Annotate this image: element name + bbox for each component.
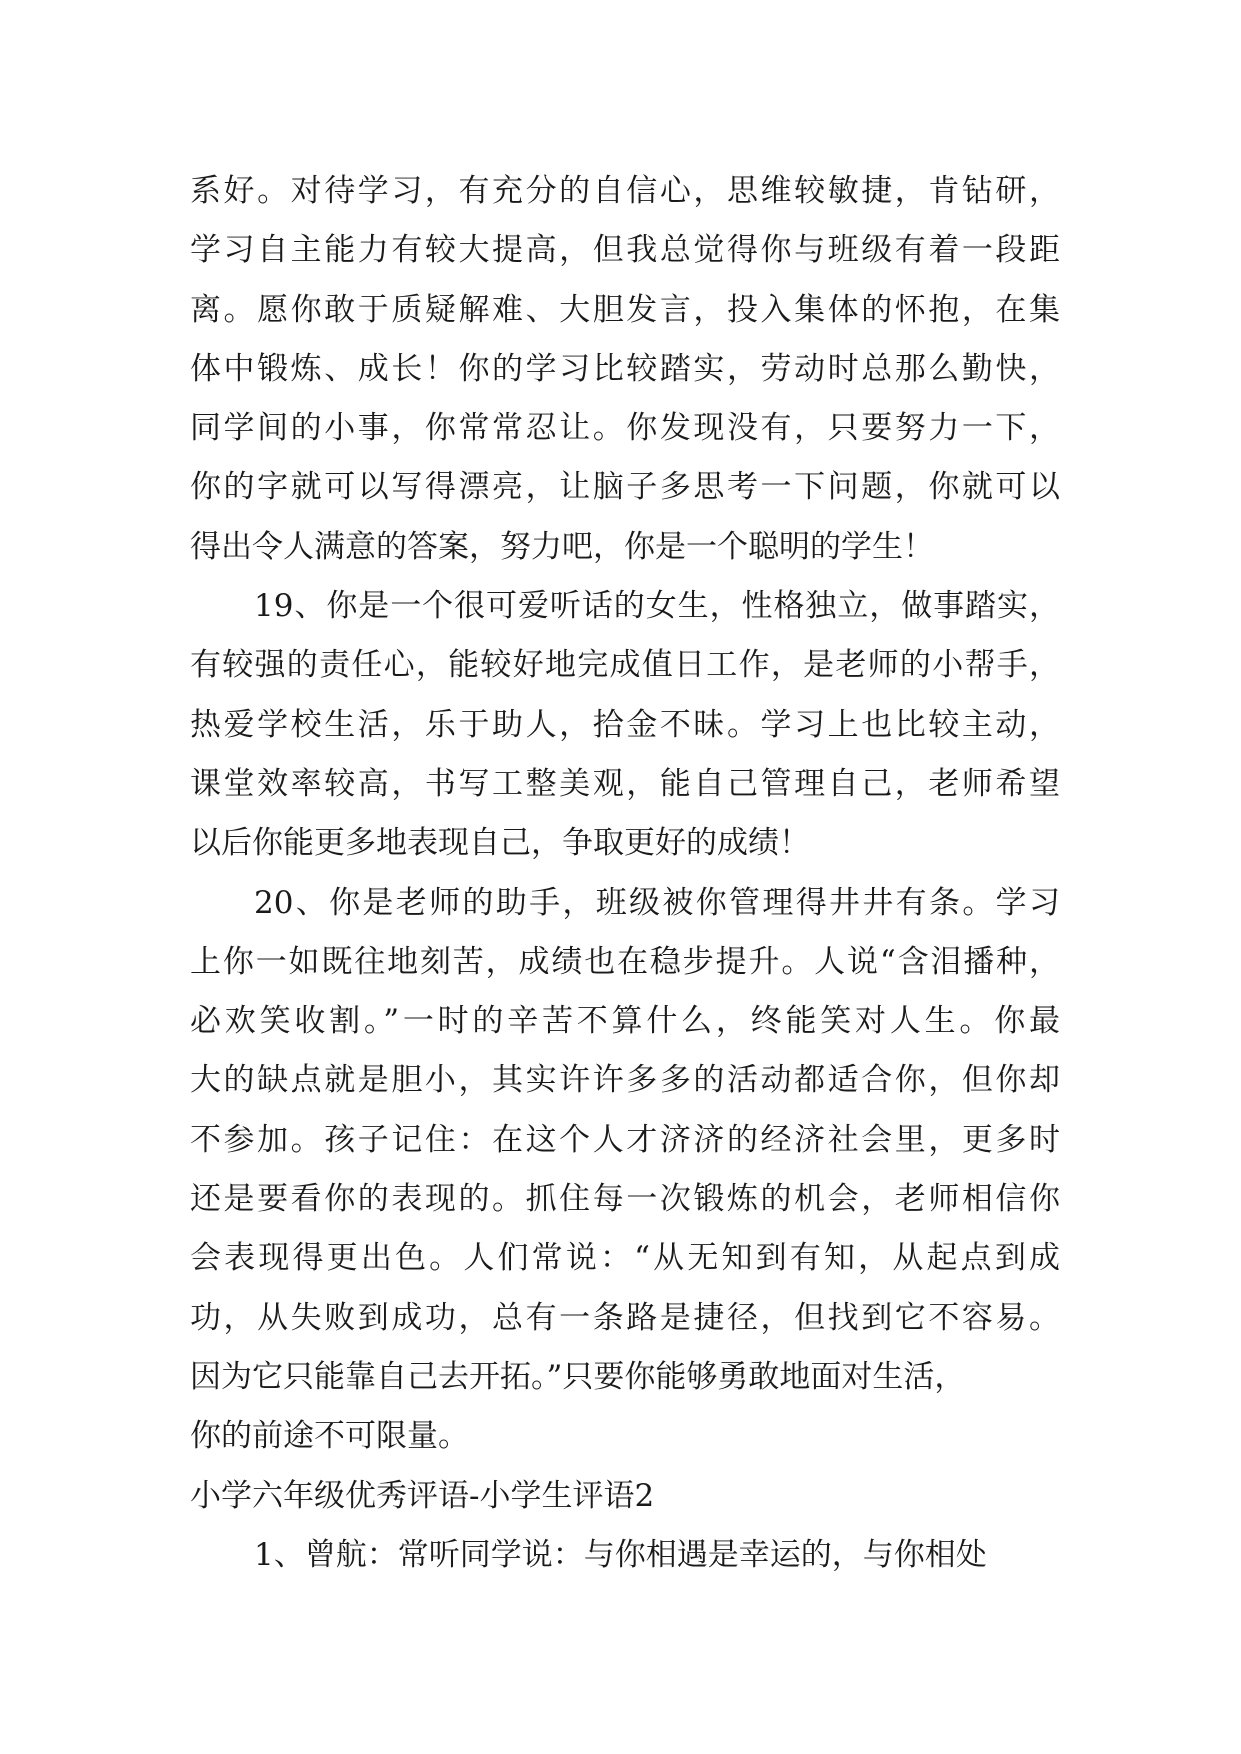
text-line: 课堂效率较高，书写工整美观，能自己管理自己，老师希望 — [190, 765, 1060, 802]
text-line: 大的缺点就是胆小，其实许许多多的活动都适合你，但你却 — [190, 1062, 1060, 1099]
text-line: 1、曾航：常听同学说：与你相遇是幸运的，与你相处 — [254, 1536, 987, 1573]
paragraph-item-20 — [190, 874, 1060, 1467]
text-line: 体中锻炼、成长！你的学习比较踏实，劳动时总那么勤快， — [190, 350, 1060, 387]
text-line: 20、你是老师的助手，班级被你管理得井井有条。学习 — [254, 884, 1060, 921]
paragraph-continued — [190, 162, 1060, 577]
text-line: 必欢笑收割。”一时的辛苦不算什么，终能笑对人生。你最 — [190, 1003, 1060, 1040]
text-line: 你的字就可以写得漂亮，让脑子多思考一下问题，你就可以 — [190, 469, 1060, 506]
text-line: 热爱学校生活，乐于助人，拾金不昧。学习上也比较主动， — [190, 706, 1060, 743]
text-line: 学习自主能力有较大提高，但我总觉得你与班级有着一段距 — [190, 232, 1060, 269]
paragraph-item-1 — [190, 1526, 1060, 1585]
text-line: 因为它只能靠自己去开拓。”只要你能够勇敢地面对生活， — [190, 1358, 966, 1395]
text-line: 19、你是一个很可爱听话的女生，性格独立，做事踏实， — [254, 588, 1060, 625]
text-line: 功，从失败到成功，总有一条路是捷径，但找到它不容易。 — [190, 1299, 1060, 1336]
text-line: 不参加。孩子记住：在这个人才济济的经济社会里，更多时 — [190, 1121, 1060, 1158]
text-line: 得出令人满意的答案，努力吧，你是一个聪明的学生！ — [190, 528, 934, 565]
paragraph-item-19 — [190, 577, 1060, 873]
text-line: 你的前途不可限量。 — [190, 1418, 469, 1455]
document-body — [190, 162, 1060, 1585]
text-line: 以后你能更多地表现自己，争取更好的成绩！ — [190, 825, 810, 862]
text-line: 有较强的责任心，能较好地完成值日工作，是老师的小帮手， — [190, 647, 1060, 684]
text-line: 离。愿你敢于质疑解难、大胆发言，投入集体的怀抱，在集 — [190, 291, 1060, 328]
text-line: 上你一如既往地刻苦，成绩也在稳步提升。人说“含泪播种， — [190, 943, 1060, 980]
section-heading: 小学六年级优秀评语-小学生评语2 — [190, 1477, 655, 1514]
text-line: 系好。对待学习，有充分的自信心，思维较敏捷，肯钻研， — [190, 173, 1060, 209]
text-line: 会表现得更出色。人们常说：“从无知到有知，从起点到成 — [190, 1240, 1060, 1277]
text-line: 还是要看你的表现的。抓住每一次锻炼的机会，老师相信你 — [190, 1181, 1060, 1218]
text-line: 同学间的小事，你常常忍让。你发现没有，只要努力一下， — [190, 410, 1060, 447]
